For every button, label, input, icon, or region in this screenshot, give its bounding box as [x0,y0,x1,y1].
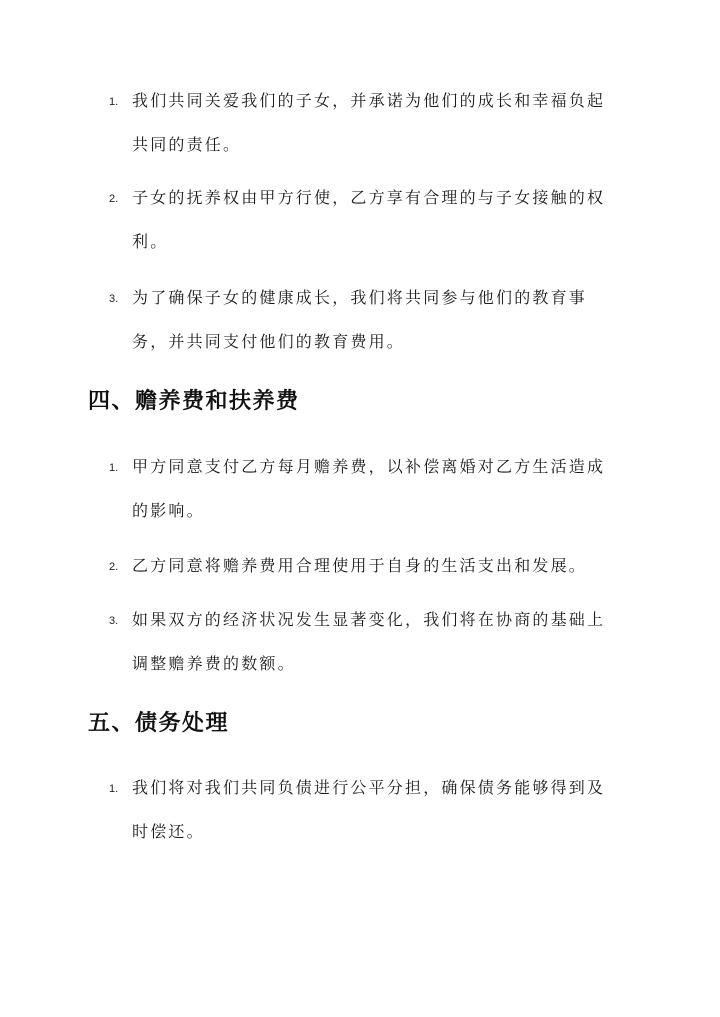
section-heading: 五、债务处理 [88,710,230,736]
section-heading: 四、赡养费和扶养费 [88,388,300,414]
list-number: 2. [109,193,119,205]
list-text: 甲方同意支付乙方每月赡养费，以补偿离婚对乙方生活造成的影响。 [132,457,606,520]
list-text: 乙方同意将赡养费用合理使用于自身的生活支出和发展。 [132,556,588,575]
list-number: 3. [109,293,119,305]
list-number: 3. [109,615,119,627]
list-text: 我们将对我们共同负债进行公平分担，确保债务能够得到及时偿还。 [132,778,606,841]
list-number: 1. [109,96,119,108]
list-number: 2. [109,561,119,573]
list-text: 子女的抚养权由甲方行使，乙方享有合理的与子女接触的权利。 [132,188,606,251]
list-number: 1. [109,462,119,474]
list-text: 我们共同关爱我们的子女，并承诺为他们的成长和幸福负起共同的责任。 [132,91,606,154]
list-text: 如果双方的经济状况发生显著变化，我们将在协商的基础上调整赡养费的数额。 [132,610,606,673]
list-number: 1. [109,783,119,795]
list-text: 为了确保子女的健康成长，我们将共同参与他们的教育事务，并共同支付他们的教育费用。 [132,288,588,351]
